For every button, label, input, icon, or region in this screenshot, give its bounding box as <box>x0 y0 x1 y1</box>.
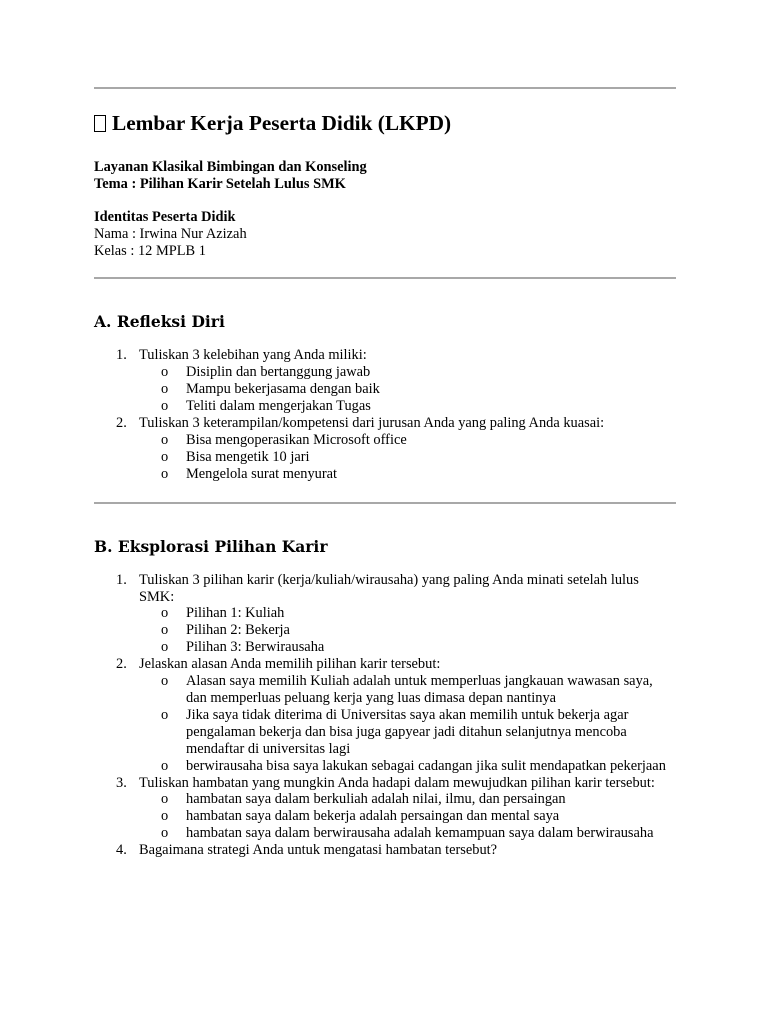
section-a-list <box>94 347 676 482</box>
answer-item <box>139 622 676 639</box>
identity-class: Kelas : 12 MPLB 1 <box>94 242 206 259</box>
divider-identity <box>94 277 676 279</box>
subtitle-line-2: Tema : Pilihan Karir Setelah Lulus SMK <box>94 175 346 192</box>
document-title-text: Lembar Kerja Peserta Didik (LKPD) <box>112 111 452 135</box>
question-number: 2. <box>116 415 127 432</box>
bullet-icon: o <box>161 825 169 842</box>
question-number: 4. <box>116 842 127 859</box>
answer-item <box>139 707 676 758</box>
answer-text: Teliti dalam mengerjakan Tugas <box>186 398 371 415</box>
question-item <box>94 415 676 483</box>
bullet-icon: o <box>161 706 169 723</box>
identity-name: Nama : Irwina Nur Azizah <box>94 225 247 242</box>
missing-glyph-box-icon <box>94 115 106 132</box>
question-number: 2. <box>116 656 127 673</box>
bullet-icon: o <box>161 448 169 465</box>
bullet-icon: o <box>161 757 169 774</box>
answer-text: Pilihan 3: Berwirausaha <box>186 639 325 656</box>
answer-text: Jika saya tidak diterima di Universitas saya akan memilih untuk bekerja agar pengalaman bekerja dan bisa juga gapyear jadi ditahun selanjutnya mencoba mendaftar di universitas lagi <box>186 706 629 757</box>
answer-item <box>139 825 676 842</box>
document-title <box>94 110 676 137</box>
bullet-icon: o <box>161 639 169 656</box>
answer-item <box>139 449 676 466</box>
bullet-icon: o <box>161 465 169 482</box>
answer-item <box>139 673 676 707</box>
answer-item <box>139 466 676 483</box>
question-item <box>94 572 676 657</box>
question-item <box>94 842 676 859</box>
answer-item <box>139 398 676 415</box>
bullet-icon: o <box>161 622 169 639</box>
divider-section-a <box>94 502 676 504</box>
section-a-heading: A. Refleksi Diri <box>94 312 225 332</box>
question-text: Tuliskan 3 kelebihan yang Anda miliki: <box>139 347 367 364</box>
answer-list <box>139 432 676 483</box>
answer-item <box>139 639 676 656</box>
answer-text: hambatan saya dalam bekerja adalah persaingan dan mental saya <box>186 808 560 825</box>
question-text: Tuliskan hambatan yang mungkin Anda hadapi dalam mewujudkan pilihan karir tersebut: <box>139 774 655 791</box>
bullet-icon: o <box>161 381 169 398</box>
answer-item <box>139 381 676 398</box>
question-text: Bagaimana strategi Anda untuk mengatasi hambatan tersebut? <box>139 842 498 859</box>
divider-top <box>94 87 676 89</box>
question-text: Tuliskan 3 keterampilan/kompetensi dari jurusan Anda yang paling Anda kuasai: <box>139 415 605 432</box>
bullet-icon: o <box>161 431 169 448</box>
question-number: 1. <box>116 571 127 588</box>
answer-text: Pilihan 1: Kuliah <box>186 605 285 622</box>
answer-item <box>139 808 676 825</box>
document-page <box>94 0 676 859</box>
answer-text: Disiplin dan bertanggung jawab <box>186 364 371 381</box>
student-identity <box>94 209 676 259</box>
bullet-icon: o <box>161 808 169 825</box>
answer-text: Mengelola surat menyurat <box>186 465 338 482</box>
question-item <box>94 775 676 843</box>
answer-text: Alasan saya memilih Kuliah adalah untuk memperluas jangkauan wawasan saya, dan memperluas peluang kerja yang luas dimasa depan nantinya <box>186 673 653 706</box>
answer-list <box>139 791 676 842</box>
bullet-icon: o <box>161 605 169 622</box>
bullet-icon: o <box>161 398 169 415</box>
answer-item <box>139 791 676 808</box>
answer-text: Mampu bekerjasama dengan baik <box>186 381 380 398</box>
question-text: Tuliskan 3 pilihan karir (kerja/kuliah/wirausaha) yang paling Anda minati setelah lulus SMK: <box>139 571 639 605</box>
subtitle-line-1: Layanan Klasikal Bimbingan dan Konseling <box>94 159 367 175</box>
question-item <box>94 347 676 415</box>
answer-item <box>139 758 676 775</box>
answer-text: berwirausaha bisa saya lakukan sebagai cadangan jika sulit mendapatkan pekerjaan <box>186 757 666 774</box>
answer-text: hambatan saya dalam berwirausaha adalah kemampuan saya dalam berwirausaha <box>186 825 654 842</box>
answer-text: Bisa mengetik 10 jari <box>186 448 310 465</box>
question-item <box>94 656 676 774</box>
answer-text: Bisa mengoperasikan Microsoft office <box>186 431 407 448</box>
bullet-icon: o <box>161 791 169 808</box>
identity-heading: Identitas Peserta Didik <box>94 209 236 225</box>
answer-list <box>139 605 676 656</box>
answer-item <box>139 432 676 449</box>
section-b-heading: B. Eksplorasi Pilihan Karir <box>94 536 328 556</box>
answer-item <box>139 605 676 622</box>
question-number: 1. <box>116 347 127 364</box>
answer-list <box>139 364 676 415</box>
document-subtitle <box>94 159 676 192</box>
section-b-list <box>94 572 676 859</box>
answer-text: Pilihan 2: Bekerja <box>186 622 290 639</box>
answer-text: hambatan saya dalam berkuliah adalah nilai, ilmu, dan persaingan <box>186 791 566 808</box>
question-text: Jelaskan alasan Anda memilih pilihan karir tersebut: <box>139 656 441 673</box>
bullet-icon: o <box>161 364 169 381</box>
bullet-icon: o <box>161 673 169 690</box>
answer-item <box>139 364 676 381</box>
question-number: 3. <box>116 774 127 791</box>
answer-list <box>139 673 676 774</box>
